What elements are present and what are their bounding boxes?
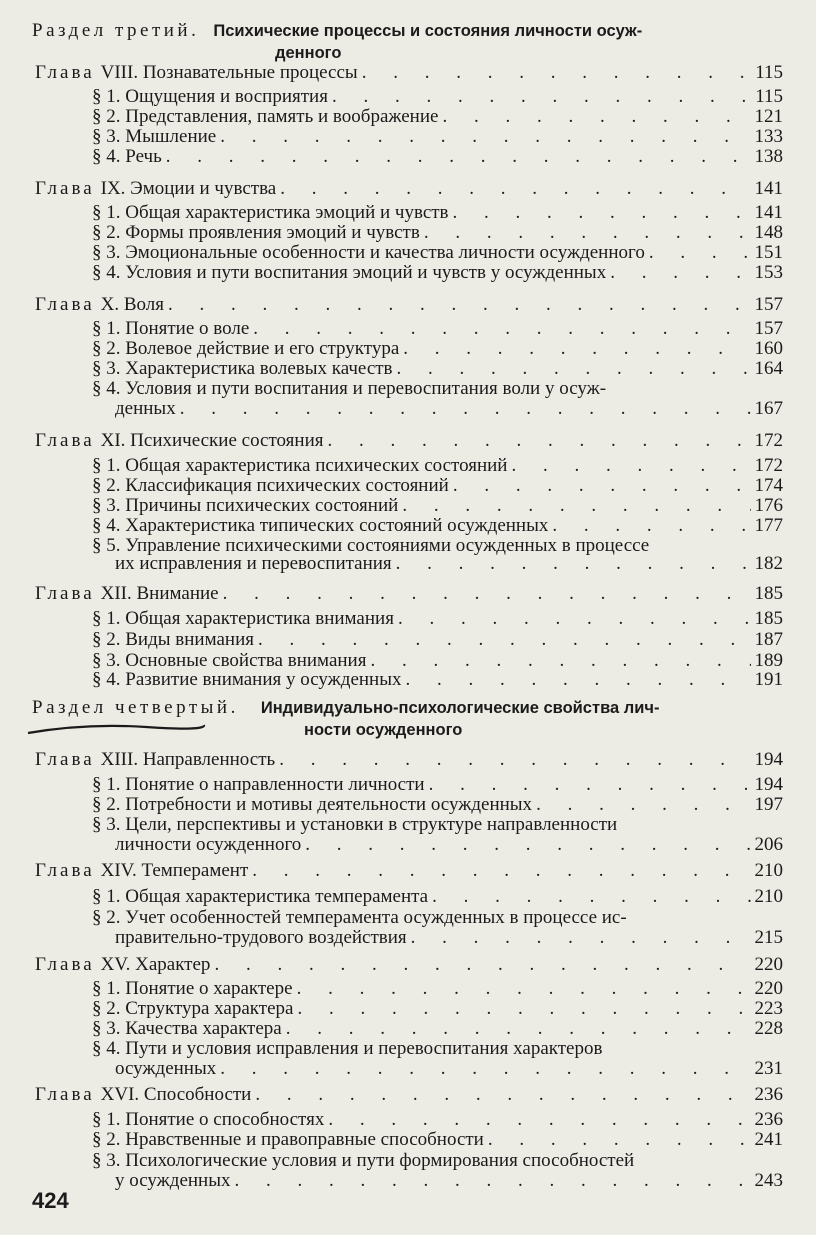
- toc-entry: [92, 202, 783, 224]
- entry-label: § 2. Формы проявления эмоций и чувств: [92, 222, 420, 243]
- chapter-title: XII. Внимание: [100, 583, 219, 604]
- entry-label: § 2. Волевое действие и его структура: [92, 338, 400, 359]
- entry-page: 151: [754, 242, 783, 263]
- chapter-11: [35, 430, 783, 452]
- entry-label-cont: их исправления и перевоспитания: [115, 553, 392, 574]
- leader-dots: [223, 583, 751, 605]
- toc-entry: [92, 146, 783, 168]
- chapter-page: 115: [755, 62, 783, 83]
- chapter-lead: Глава: [35, 583, 95, 604]
- toc-entry-continuation: [115, 398, 783, 420]
- leader-dots: [424, 222, 751, 244]
- chapter-10: [35, 294, 783, 316]
- entry-page: 241: [754, 1129, 783, 1150]
- leader-dots: [255, 1084, 750, 1106]
- toc-entry: [92, 1038, 783, 1060]
- leader-dots: [488, 1129, 751, 1151]
- leader-dots: [402, 495, 750, 517]
- entry-page: 243: [754, 1170, 783, 1191]
- chapter-14: [35, 860, 783, 882]
- entry-page: 115: [755, 86, 783, 107]
- section-title-line1: Индивидуально-психологические свойства лич-: [260, 699, 660, 717]
- leader-dots: [397, 358, 751, 380]
- leader-dots: [253, 318, 750, 340]
- entry-label: § 1. Понятие о характере: [92, 978, 293, 999]
- toc-entry: [92, 1150, 783, 1172]
- toc-entry: [92, 106, 783, 128]
- chapter-title: XV. Характер: [100, 954, 211, 975]
- entry-page: 191: [754, 669, 783, 690]
- entry-label: § 2. Потребности и мотивы деятельности осужденных: [92, 794, 533, 815]
- entry-label: § 1. Общая характеристика психических состояний: [92, 455, 508, 476]
- entry-page: 153: [754, 262, 783, 283]
- entry-page: 231: [754, 1058, 783, 1079]
- toc-entry: [92, 338, 783, 360]
- entry-label: § 4. Развитие внимания у осужденных: [92, 669, 402, 690]
- section-lead: Раздел третий.: [32, 20, 200, 41]
- toc-entry: [92, 886, 783, 908]
- entry-label: § 3. Характеристика волевых качеств: [92, 358, 393, 379]
- leader-dots: [168, 294, 751, 316]
- toc-entry: [92, 978, 783, 1000]
- entry-page: 177: [754, 515, 783, 536]
- leader-dots: [220, 1058, 750, 1080]
- leader-dots: [252, 860, 750, 882]
- entry-label: § 3. Мышление: [92, 126, 217, 147]
- entry-label: § 2. Структура характера: [92, 998, 294, 1019]
- toc-entry-continuation: [115, 553, 783, 575]
- entry-label: § 1. Понятие о способностях: [92, 1109, 325, 1130]
- leader-dots: [180, 398, 751, 420]
- leader-dots: [442, 106, 750, 128]
- toc-entry: [92, 669, 783, 691]
- chapter-page: 172: [754, 430, 783, 451]
- entry-label: § 1. Общая характеристика темперамента: [92, 886, 429, 907]
- entry-label: § 1. Общая характеристика эмоций и чувств: [92, 202, 449, 223]
- entry-page: 194: [754, 774, 783, 795]
- toc-entry: [92, 814, 783, 836]
- entry-label: § 1. Понятие о направленности личности: [92, 774, 425, 795]
- leader-dots: [332, 86, 751, 108]
- chapter-page: 194: [754, 749, 783, 770]
- entry-label: § 3. Психологические условия и пути формирования способностей: [92, 1150, 635, 1171]
- leader-dots: [536, 794, 750, 816]
- entry-label: § 3. Основные свойства внимания: [92, 650, 367, 671]
- toc-entry: [92, 475, 783, 497]
- toc-entry: [92, 629, 783, 651]
- entry-label: § 2. Учет особенностей темперамента осужденных в процессе ис-: [92, 907, 627, 928]
- leader-dots: [286, 1018, 751, 1040]
- chapter-lead: Глава: [35, 860, 95, 881]
- leader-dots: [453, 475, 751, 497]
- leader-dots: [328, 430, 751, 452]
- leader-dots: [429, 774, 751, 796]
- chapter-title: XVI. Способности: [100, 1084, 252, 1105]
- entry-label: § 4. Условия и пути воспитания и перевоспитания воли у осуж-: [92, 378, 607, 399]
- toc-entry-continuation: [115, 834, 783, 856]
- leader-dots: [280, 178, 750, 200]
- toc-entry: [92, 608, 783, 630]
- section-title-line1: Психические процессы и состояния личности осуж-: [213, 22, 643, 40]
- leader-dots: [552, 515, 750, 537]
- leader-dots: [297, 978, 751, 1000]
- leader-dots: [406, 669, 751, 691]
- toc-entry-continuation: [115, 1170, 783, 1192]
- leader-dots: [362, 62, 751, 84]
- chapter-title: X. Воля: [100, 294, 164, 315]
- entry-label-cont: правительно-трудового воздействия: [115, 927, 407, 948]
- entry-label: § 4. Пути и условия исправления и перевоспитания характеров: [92, 1038, 603, 1059]
- entry-label: § 1. Понятие о воле: [92, 318, 250, 339]
- leader-dots: [214, 954, 750, 976]
- entry-page: 215: [754, 927, 783, 948]
- leader-dots: [511, 455, 750, 477]
- entry-label: § 2. Виды внимания: [92, 629, 254, 650]
- leader-dots: [396, 553, 751, 575]
- section-lead: Раздел четвертый.: [32, 697, 239, 718]
- entry-page: 176: [754, 495, 783, 516]
- entry-page: 228: [754, 1018, 783, 1039]
- entry-page: 141: [754, 202, 783, 223]
- chapter-page: 157: [754, 294, 783, 315]
- toc-entry: [92, 1018, 783, 1040]
- entry-page: 174: [754, 475, 783, 496]
- toc-entry: [92, 1109, 783, 1131]
- entry-page: 172: [754, 455, 783, 476]
- entry-label-cont: денных: [115, 398, 176, 419]
- chapter-page: 220: [754, 954, 783, 975]
- leader-dots: [453, 202, 751, 224]
- leader-dots: [220, 126, 750, 148]
- entry-label: § 3. Причины психических состояний: [92, 495, 399, 516]
- chapter-lead: Глава: [35, 294, 95, 315]
- toc-entry: [92, 222, 783, 244]
- toc-entry: [92, 515, 783, 537]
- handwritten-underline: [26, 717, 206, 737]
- toc-entry: [92, 907, 783, 929]
- entry-page: 138: [754, 146, 783, 167]
- entry-label: § 2. Нравственные и правоправные способности: [92, 1129, 484, 1150]
- toc-entry: [92, 262, 783, 284]
- entry-page: 206: [754, 834, 783, 855]
- toc-entry: [92, 86, 783, 108]
- entry-page: 164: [754, 358, 783, 379]
- chapter-lead: Глава: [35, 430, 95, 451]
- leader-dots: [403, 338, 750, 360]
- chapter-title: XI. Психические состояния: [100, 430, 324, 451]
- section-title-line2: ности осужденного: [304, 721, 463, 739]
- entry-label-cont: осужденных: [115, 1058, 217, 1079]
- entry-label: § 4. Условия и пути воспитания эмоций и чувств у осужденных: [92, 262, 607, 283]
- leader-dots: [649, 242, 751, 264]
- entry-label: § 1. Общая характеристика внимания: [92, 608, 394, 629]
- entry-page: 133: [754, 126, 783, 147]
- chapter-8: [35, 62, 783, 84]
- entry-page: 148: [754, 222, 783, 243]
- toc-entry: [92, 998, 783, 1020]
- toc-entry: [92, 126, 783, 148]
- leader-dots: [234, 1170, 750, 1192]
- toc-entry-continuation: [115, 1058, 783, 1080]
- leader-dots: [610, 262, 750, 284]
- page-number: 424: [32, 1188, 69, 1213]
- toc-entry: [92, 794, 783, 816]
- toc-entry: [92, 774, 783, 796]
- entry-label-cont: личности осужденного: [115, 834, 302, 855]
- section-3-heading: [32, 20, 750, 64]
- leader-dots: [432, 886, 750, 908]
- entry-label: § 2. Представления, память и воображение: [92, 106, 439, 127]
- toc-entry: [92, 358, 783, 380]
- toc-entry: [92, 495, 783, 517]
- entry-page: 121: [754, 106, 783, 127]
- entry-page: 223: [754, 998, 783, 1019]
- entry-label: § 2. Классификация психических состояний: [92, 475, 449, 496]
- leader-dots: [398, 608, 751, 630]
- entry-page: 160: [754, 338, 783, 359]
- entry-page: 220: [754, 978, 783, 999]
- chapter-title: IX. Эмоции и чувства: [100, 178, 277, 199]
- entry-label: § 3. Цели, перспективы и установки в структуре направленности: [92, 814, 618, 835]
- toc-entry: [92, 455, 783, 477]
- chapter-page: 185: [754, 583, 783, 604]
- chapter-9: [35, 178, 783, 200]
- leader-dots: [297, 998, 750, 1020]
- entry-page: 182: [754, 553, 783, 574]
- toc-entry: [92, 1129, 783, 1151]
- leader-dots: [258, 629, 751, 651]
- chapter-lead: Глава: [35, 749, 95, 770]
- toc-entry-continuation: [115, 927, 783, 949]
- chapter-16: [35, 1084, 783, 1106]
- chapter-page: 210: [754, 860, 783, 881]
- chapter-title: XIII. Направленность: [100, 749, 276, 770]
- entry-page: 210: [754, 886, 783, 907]
- entry-page: 157: [754, 318, 783, 339]
- chapter-lead: Глава: [35, 1084, 95, 1105]
- chapter-13: [35, 749, 783, 771]
- entry-label: § 5. Управление психическими состояниями осужденных в процессе: [92, 535, 650, 556]
- chapter-page: 236: [754, 1084, 783, 1105]
- chapter-lead: Глава: [35, 178, 95, 199]
- chapter-page: 141: [754, 178, 783, 199]
- entry-label: § 3. Эмоциональные особенности и качества личности осужденного: [92, 242, 645, 263]
- chapter-lead: Глава: [35, 62, 95, 83]
- chapter-lead: Глава: [35, 954, 95, 975]
- leader-dots: [166, 146, 751, 168]
- entry-label-cont: у осужденных: [115, 1170, 231, 1191]
- entry-page: 189: [754, 650, 783, 671]
- chapter-12: [35, 583, 783, 605]
- toc-entry: [92, 378, 783, 400]
- entry-label: § 3. Качества характера: [92, 1018, 282, 1039]
- chapter-title: XIV. Темперамент: [100, 860, 249, 881]
- leader-dots: [328, 1109, 750, 1131]
- entry-label: § 1. Ощущения и восприятия: [92, 86, 328, 107]
- section-title-line2: денного: [275, 44, 342, 62]
- entry-page: 185: [754, 608, 783, 629]
- entry-label: § 4. Характеристика типических состояний осужденных: [92, 515, 549, 536]
- entry-label: § 4. Речь: [92, 146, 162, 167]
- toc-entry: [92, 318, 783, 340]
- entry-page: 167: [754, 398, 783, 419]
- leader-dots: [411, 927, 751, 949]
- chapter-15: [35, 954, 783, 976]
- entry-page: 197: [754, 794, 783, 815]
- leader-dots: [279, 749, 750, 771]
- entry-page: 236: [754, 1109, 783, 1130]
- entry-page: 187: [754, 629, 783, 650]
- toc-entry: [92, 242, 783, 264]
- leader-dots: [305, 834, 750, 856]
- chapter-title: VIII. Познавательные процессы: [100, 62, 358, 83]
